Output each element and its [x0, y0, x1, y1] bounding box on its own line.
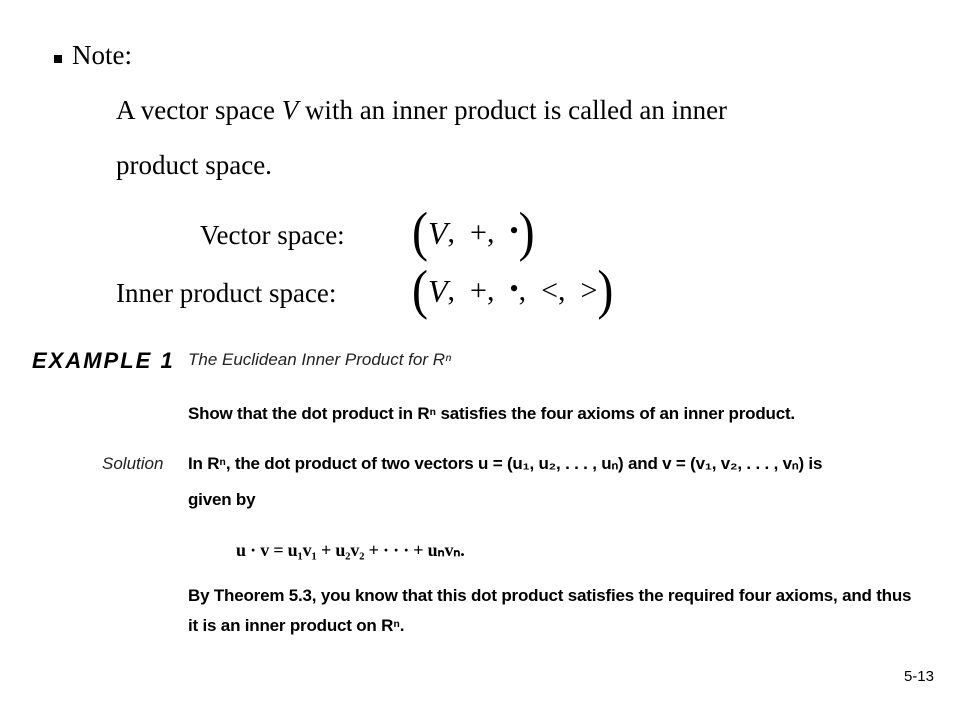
conclusion-line-1: By Theorem 5.3, you know that this dot product satisfies the required four axioms, and thus — [188, 586, 912, 605]
dot-product-formula: u · v = u₁v₁ + u₂v₂ + · · · + uₙvₙ. — [236, 540, 465, 560]
bullet-icon — [54, 55, 62, 63]
solution-line-2: given by — [188, 490, 256, 509]
solution-label: Solution — [102, 454, 164, 473]
example-statement: Show that the dot product in Rⁿ satisfies the four axioms of an inner product. — [188, 404, 795, 423]
solution-line-1: In Rⁿ, the dot product of two vectors u = (u₁, u₂, . . . , uₙ) and v = (v₁, v₂, . . . , vₙ) is — [188, 454, 823, 473]
note-label: Note: — [72, 40, 132, 70]
example-title: The Euclidean Inner Product for Rⁿ — [188, 350, 452, 369]
vector-space-tuple: ( V , + , • ) — [412, 201, 535, 263]
note-line-2: product space. — [116, 150, 272, 180]
example-header: EXAMPLE 1 — [32, 348, 175, 373]
inner-product-space-tuple: ( V , + , • , < , > ) — [412, 259, 614, 321]
note-line-1: A vector space V with an inner product is called an inner — [116, 95, 728, 125]
page-number: 5-13 — [903, 668, 934, 685]
example-block — [22, 334, 940, 660]
vector-space-label: Vector space: — [200, 220, 345, 250]
inner-product-space-label: Inner product space: — [116, 278, 337, 308]
conclusion-line-2: it is an inner product on Rⁿ. — [188, 616, 405, 635]
